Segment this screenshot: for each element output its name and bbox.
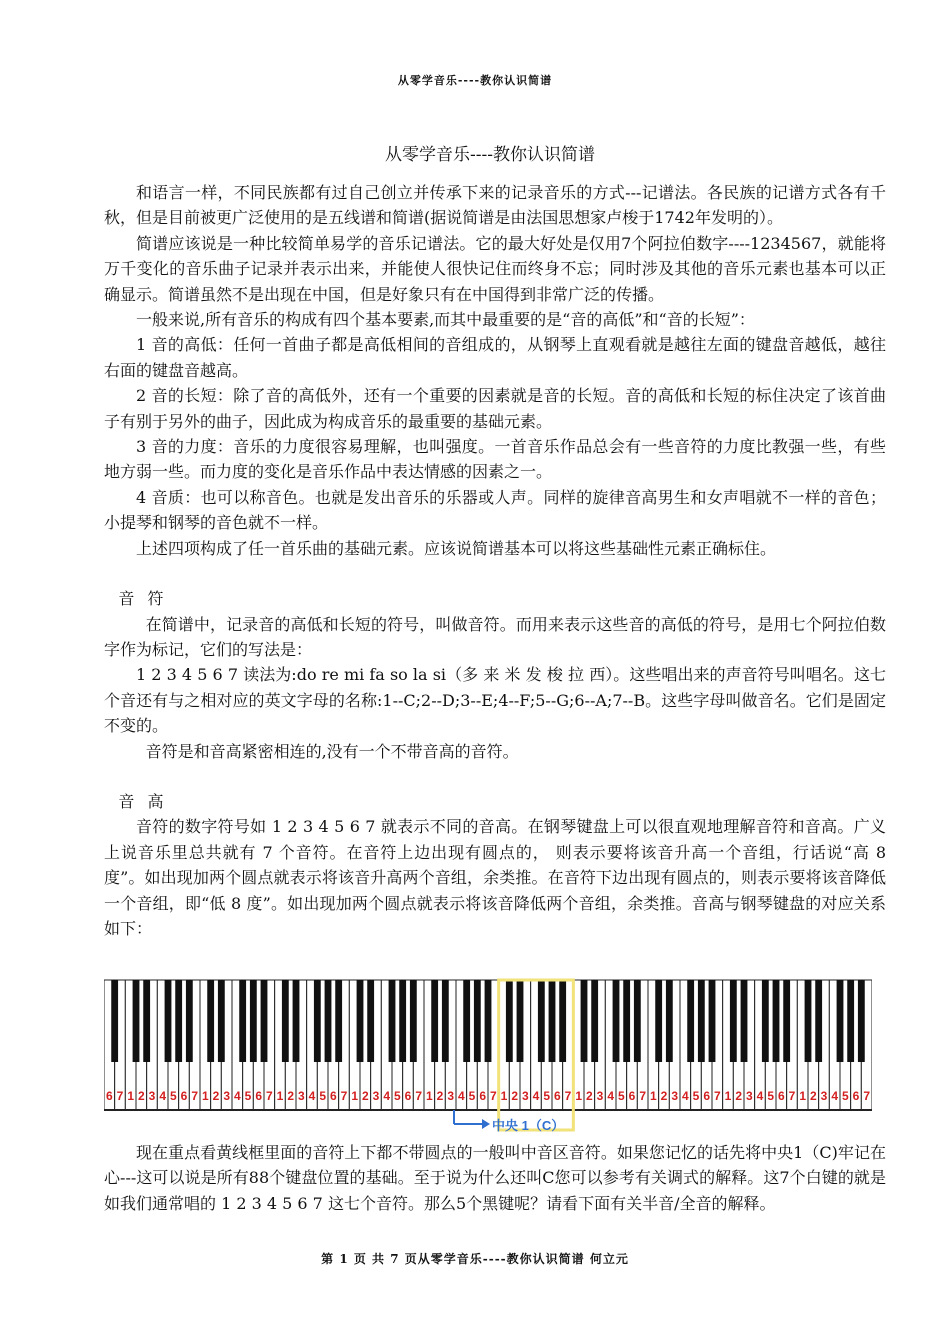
white-key-label: 7 bbox=[713, 1089, 721, 1103]
white-key-label: 6 bbox=[703, 1089, 711, 1103]
black-key bbox=[314, 980, 321, 1062]
white-key-label: 3 bbox=[447, 1089, 455, 1103]
white-key-label: 2 bbox=[287, 1089, 295, 1103]
black-key bbox=[282, 980, 289, 1062]
white-key-label: 3 bbox=[820, 1089, 828, 1103]
white-key-label: 7 bbox=[489, 1089, 497, 1103]
white-key-label: 4 bbox=[607, 1089, 615, 1103]
black-key bbox=[538, 980, 545, 1062]
black-key bbox=[431, 980, 438, 1062]
document-title: 从零学音乐----教你认识简谱 bbox=[385, 145, 595, 165]
white-key-label: 1 bbox=[201, 1089, 209, 1103]
black-key bbox=[613, 980, 620, 1062]
paragraph: 2 音的长短：除了音的高低外，还有一个重要的因素就是音的长短。音的高低和长短的标住决定了该首曲子有别于另外的曲子，因此成为构成音乐的最重要的基础元素。 bbox=[104, 386, 886, 431]
white-key-label: 2 bbox=[585, 1089, 593, 1103]
white-key-label: 1 bbox=[425, 1089, 433, 1103]
white-key-label: 6 bbox=[404, 1089, 412, 1103]
white-key-label: 3 bbox=[223, 1089, 231, 1103]
black-key bbox=[239, 980, 246, 1062]
white-key-label: 5 bbox=[543, 1089, 551, 1103]
page-footer: 第 1 页 共 7 页从零学音乐----教你认识简谱 何立元 bbox=[321, 1252, 629, 1266]
black-key bbox=[261, 980, 268, 1062]
black-key bbox=[357, 980, 364, 1062]
black-key bbox=[762, 980, 769, 1062]
white-key-label: 6 bbox=[329, 1089, 337, 1103]
white-key-label: 1 bbox=[500, 1089, 508, 1103]
white-key-label: 1 bbox=[127, 1089, 135, 1103]
black-key bbox=[581, 980, 588, 1062]
black-key bbox=[389, 980, 396, 1062]
black-key bbox=[165, 980, 172, 1062]
black-key bbox=[506, 980, 513, 1062]
white-key-label: 4 bbox=[457, 1089, 465, 1103]
paragraph: 简谱应该说是一种比较简单易学的音乐记谱法。它的最大好处是仅用7个阿拉伯数字----1234567，就能将万千变化的音乐曲子记录并表示出来，并能使人很快记住而终身不忘；同时涉及其他的音乐元素也基本可以正确显示。简谱虽然不是出现在中国，但是好象只有在中国得到非常广泛的传播。 bbox=[104, 233, 886, 304]
black-key bbox=[293, 980, 300, 1062]
white-key-label: 7 bbox=[265, 1089, 273, 1103]
section-heading-notes: 音 符 bbox=[118, 589, 168, 609]
white-key-label: 4 bbox=[383, 1089, 391, 1103]
white-key-label: 2 bbox=[137, 1089, 145, 1103]
black-key bbox=[474, 980, 481, 1062]
white-key-label: 1 bbox=[724, 1089, 732, 1103]
white-key-label: 2 bbox=[511, 1089, 519, 1103]
black-key bbox=[549, 980, 556, 1062]
black-key bbox=[591, 980, 598, 1062]
black-key bbox=[783, 980, 790, 1062]
document-body-continued bbox=[104, 1140, 886, 1216]
white-key-label: 1 bbox=[799, 1089, 807, 1103]
paragraph: 在简谱中，记录音的高低和长短的符号，叫做音符。而用来表示这些音的高低的符号，是用七个阿拉伯数字作为标记，它们的写法是： bbox=[104, 614, 886, 659]
black-key bbox=[805, 980, 812, 1062]
middle-c-marker bbox=[454, 1110, 564, 1133]
white-key-label: 1 bbox=[351, 1089, 359, 1103]
paragraph: 3 音的力度：音乐的力度很容易理解，也叫强度。一首音乐作品总会有一些音符的力度比教强一些，有些地方弱一些。而力度的变化是音乐作品中表达情感的因素之一。 bbox=[104, 437, 886, 482]
white-key-label: 1 bbox=[276, 1089, 284, 1103]
white-key-label: 4 bbox=[159, 1089, 167, 1103]
black-key bbox=[666, 980, 673, 1062]
white-key-label: 7 bbox=[564, 1089, 572, 1103]
black-key bbox=[815, 980, 822, 1062]
black-key bbox=[250, 980, 257, 1062]
white-key-label: 6 bbox=[180, 1089, 188, 1103]
black-key bbox=[442, 980, 449, 1062]
black-key bbox=[410, 980, 417, 1062]
black-key bbox=[687, 980, 694, 1062]
black-key bbox=[367, 980, 374, 1062]
black-key bbox=[623, 980, 630, 1062]
paragraph: 上述四项构成了任一首乐曲的基础元素。应该说简谱基本可以将这些基础性元素正确标住。 bbox=[136, 538, 777, 558]
white-key-label: 1 bbox=[649, 1089, 657, 1103]
white-key-label: 6 bbox=[553, 1089, 561, 1103]
white-key-label: 4 bbox=[756, 1089, 764, 1103]
white-key-label: 3 bbox=[596, 1089, 604, 1103]
paragraph: 音符的数字符号如 1 2 3 4 5 6 7 就表示不同的音高。在钢琴键盘上可以很直观地理解音符和音高。广义上说音乐里总共就有 7 个音符。在音符上边出现有圆点的， 则表示要将该音升高一个音组，行话说“高 8 度”。如出现加两个圆点就表示将该音升高两个音组，余类推。在音符下边出现有圆点的，则表示要将该音降低一个音组，即“低 8 度”。如出现加两个圆点就表示将该音降低两个音组，余类推。音高与钢琴键盘的对应关系如下： bbox=[104, 817, 886, 938]
piano-keyboard-figure bbox=[104, 978, 872, 1138]
white-key-label: 5 bbox=[841, 1089, 849, 1103]
white-key-label: 3 bbox=[521, 1089, 529, 1103]
white-key-label: 4 bbox=[681, 1089, 689, 1103]
white-key-label: 4 bbox=[532, 1089, 540, 1103]
white-key-label: 3 bbox=[671, 1089, 679, 1103]
white-key-label: 5 bbox=[244, 1089, 252, 1103]
black-key bbox=[463, 980, 470, 1062]
paragraph: 1 2 3 4 5 6 7 读法为:do re mi fa so la si（多 来 米 发 梭 拉 西）。这些唱出来的声音符号叫唱名。这七个音还有与之相对应的英文字母的名称:1--C;2--D;3--E;4--F;5--G;6--A;7--B。这些字母叫做音名。它们是固定不变的。 bbox=[104, 665, 886, 736]
white-key-label: 2 bbox=[212, 1089, 220, 1103]
white-key-label: 5 bbox=[468, 1089, 476, 1103]
white-key-label: 2 bbox=[361, 1089, 369, 1103]
white-key-label: 3 bbox=[297, 1089, 305, 1103]
white-key-label: 5 bbox=[692, 1089, 700, 1103]
white-key-label: 7 bbox=[191, 1089, 199, 1103]
white-key-label: 6 bbox=[777, 1089, 785, 1103]
black-key bbox=[559, 980, 566, 1062]
white-key-label: 5 bbox=[169, 1089, 177, 1103]
paragraph: 和语言一样，不同民族都有过自己创立并传承下来的记录音乐的方式---记谱法。各民族的记谱方式各有千秋，但是目前被更广泛使用的是五线谱和简谱(据说简谱是由法国思想家卢梭于1742年发明的）。 bbox=[104, 183, 886, 228]
white-key-label: 1 bbox=[575, 1089, 583, 1103]
black-key bbox=[837, 980, 844, 1062]
white-key-label: 3 bbox=[148, 1089, 156, 1103]
black-key bbox=[634, 980, 641, 1062]
white-key-label: 3 bbox=[372, 1089, 380, 1103]
black-key bbox=[207, 980, 214, 1062]
black-key bbox=[218, 980, 225, 1062]
white-key-label: 3 bbox=[745, 1089, 753, 1103]
white-key-label: 2 bbox=[809, 1089, 817, 1103]
paragraph: 音符是和音高紧密相连的,没有一个不带音高的音符。 bbox=[145, 741, 519, 761]
document-body bbox=[104, 180, 886, 941]
white-key-label: 7 bbox=[116, 1089, 124, 1103]
white-key-label: 2 bbox=[436, 1089, 444, 1103]
white-key-label: 4 bbox=[233, 1089, 241, 1103]
white-key-label: 6 bbox=[255, 1089, 263, 1103]
white-key-label: 6 bbox=[852, 1089, 860, 1103]
black-key bbox=[858, 980, 865, 1062]
black-key bbox=[175, 980, 182, 1062]
black-key bbox=[730, 980, 737, 1062]
white-key-label: 4 bbox=[308, 1089, 316, 1103]
white-key-label: 6 bbox=[628, 1089, 636, 1103]
white-key-label: 5 bbox=[319, 1089, 327, 1103]
black-key bbox=[485, 980, 492, 1062]
white-key-label: 7 bbox=[340, 1089, 348, 1103]
white-key-label: 6 bbox=[479, 1089, 487, 1103]
white-key-label: 2 bbox=[660, 1089, 668, 1103]
paragraph: 现在重点看黄线框里面的音符上下都不带圆点的一般叫中音区音符。如果您记忆的话先将中央1（C)牢记在心---这可以说是所有88个键盘位置的基础。至于说为什么还叫C您可以参考有关调式的解释。这7个白键的就是如我们通常唱的 1 2 3 4 5 6 7 这七个音符。那么5个黑键呢？请看下面有关半音/全音的解释。 bbox=[104, 1143, 886, 1213]
paragraph: 1 音的高低：任何一首曲子都是高低相间的音组成的，从钢琴上直观看就是越往左面的键盘音越低，越往右面的键盘音越高。 bbox=[104, 335, 886, 380]
black-key bbox=[741, 980, 748, 1062]
white-key-label: 2 bbox=[735, 1089, 743, 1103]
black-key bbox=[773, 980, 780, 1062]
section-heading-pitch: 音 高 bbox=[118, 791, 168, 811]
white-key-label: 7 bbox=[863, 1089, 871, 1103]
paragraph: 一般来说,所有音乐的构成有四个基本要素,而其中最重要的是“音的高低”和“音的长短”： bbox=[136, 310, 755, 330]
middle-c-label: 中央 1（C） bbox=[492, 1118, 565, 1133]
white-key-label: 7 bbox=[415, 1089, 423, 1103]
paragraph: 4 音质：也可以称音色。也就是发出音乐的乐器或人声。同样的旋律音高男生和女声唱就不一样的音色；小提琴和钢琴的音色就不一样。 bbox=[104, 487, 886, 533]
white-key-label: 6 bbox=[105, 1089, 113, 1103]
black-key bbox=[847, 980, 854, 1062]
black-key bbox=[709, 980, 716, 1062]
white-key-label: 4 bbox=[831, 1089, 839, 1103]
black-key bbox=[655, 980, 662, 1062]
white-key-label: 7 bbox=[788, 1089, 796, 1103]
black-key bbox=[698, 980, 705, 1062]
black-key bbox=[143, 980, 150, 1062]
black-key bbox=[517, 980, 524, 1062]
white-key-label: 5 bbox=[767, 1089, 775, 1103]
white-key-label: 5 bbox=[393, 1089, 401, 1103]
white-key-label: 5 bbox=[617, 1089, 625, 1103]
black-key bbox=[335, 980, 342, 1062]
black-key bbox=[186, 980, 193, 1062]
black-key bbox=[111, 980, 118, 1062]
black-key bbox=[133, 980, 140, 1062]
black-key bbox=[399, 980, 406, 1062]
white-key-label: 7 bbox=[639, 1089, 647, 1103]
page-header: 从零学音乐----教你认识简谱 bbox=[397, 74, 553, 87]
black-key bbox=[325, 980, 332, 1062]
